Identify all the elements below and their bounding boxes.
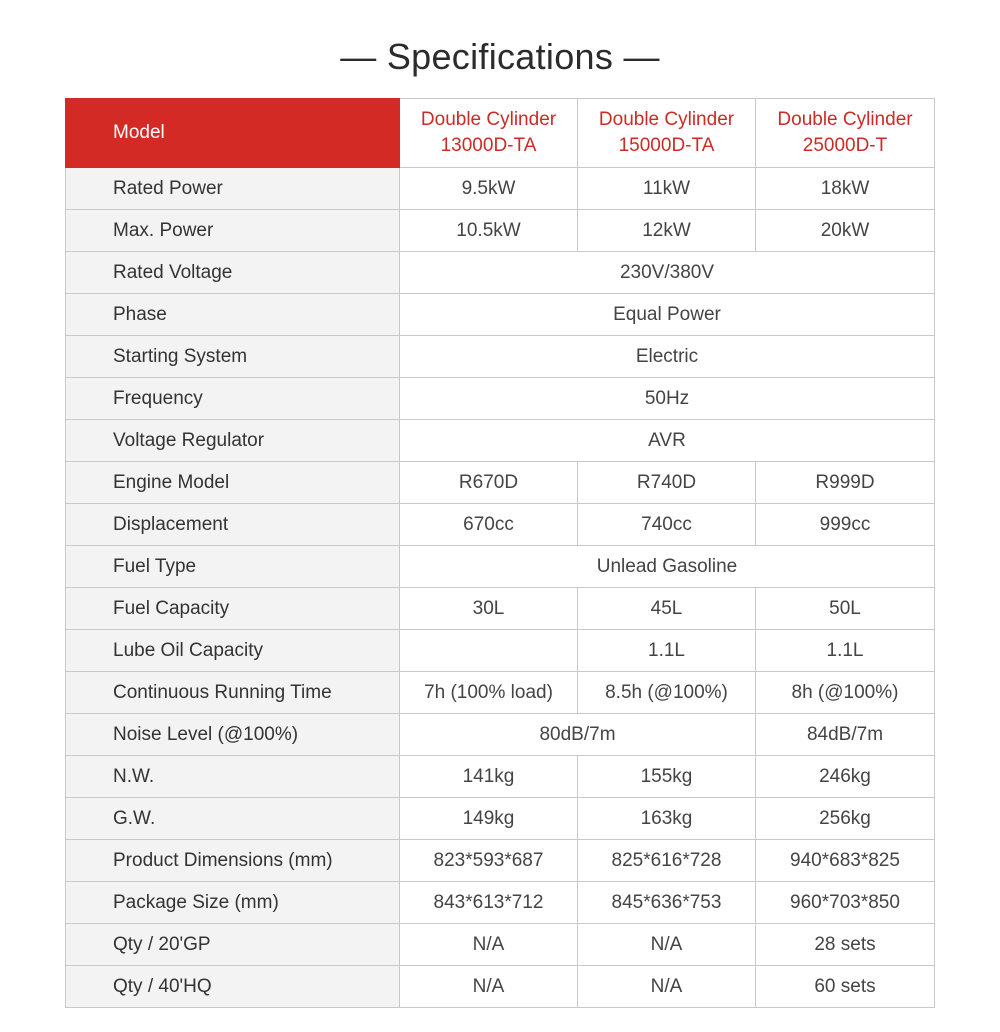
row-value: 246kg	[756, 756, 935, 798]
row-value: 149kg	[400, 798, 578, 840]
row-label: Max. Power	[66, 210, 400, 252]
table-row	[66, 756, 935, 798]
row-value: R999D	[756, 462, 935, 504]
table-row	[66, 210, 935, 252]
row-value: 80dB/7m	[400, 714, 756, 756]
table-row	[66, 966, 935, 1008]
row-value: AVR	[400, 420, 935, 462]
row-value: N/A	[578, 966, 756, 1008]
row-label: Displacement	[66, 504, 400, 546]
row-label: Fuel Type	[66, 546, 400, 588]
table-row	[66, 924, 935, 966]
row-value: N/A	[400, 966, 578, 1008]
row-label: Rated Power	[66, 168, 400, 210]
row-value: 823*593*687	[400, 840, 578, 882]
row-label: Product Dimensions (mm)	[66, 840, 400, 882]
model-3-line-1: Double Cylinder	[777, 109, 913, 130]
row-value: 960*703*850	[756, 882, 935, 924]
table-row	[66, 252, 935, 294]
row-value: 163kg	[578, 798, 756, 840]
table-row	[66, 840, 935, 882]
row-value: Electric	[400, 336, 935, 378]
row-label: Qty / 20'GP	[66, 924, 400, 966]
row-label: Fuel Capacity	[66, 588, 400, 630]
table-row	[66, 294, 935, 336]
row-label: Noise Level (@100%)	[66, 714, 400, 756]
row-label: G.W.	[66, 798, 400, 840]
row-value: 8h (@100%)	[756, 672, 935, 714]
model-header-3	[756, 99, 935, 168]
row-value: 740cc	[578, 504, 756, 546]
row-value: 141kg	[400, 756, 578, 798]
model-header-2	[578, 99, 756, 168]
model-1-line-2: 13000D-TA	[440, 135, 537, 156]
row-value: N/A	[578, 924, 756, 966]
table-row	[66, 630, 935, 672]
table-row	[66, 336, 935, 378]
row-value: R670D	[400, 462, 578, 504]
row-value: 12kW	[578, 210, 756, 252]
row-value: N/A	[400, 924, 578, 966]
model-1-line-1: Double Cylinder	[420, 109, 557, 130]
row-value: 60 sets	[756, 966, 935, 1008]
model-label: Model	[66, 99, 400, 168]
row-label: Lube Oil Capacity	[66, 630, 400, 672]
model-2-line-2: 15000D-TA	[618, 135, 715, 156]
table-row	[66, 462, 935, 504]
row-label: Engine Model	[66, 462, 400, 504]
row-value: 1.1L	[756, 630, 935, 672]
row-value: 9.5kW	[400, 168, 578, 210]
table-row	[66, 798, 935, 840]
row-value: 1.1L	[578, 630, 756, 672]
row-label: Rated Voltage	[66, 252, 400, 294]
page-title: — Specifications —	[340, 36, 660, 77]
row-label: Package Size (mm)	[66, 882, 400, 924]
row-value: 999cc	[756, 504, 935, 546]
model-3-line-2: 25000D-T	[802, 135, 888, 156]
spec-table-body	[66, 99, 935, 1008]
row-value: 845*636*753	[578, 882, 756, 924]
table-row	[66, 882, 935, 924]
row-label: Qty / 40'HQ	[66, 966, 400, 1008]
table-row	[66, 588, 935, 630]
table-row	[66, 378, 935, 420]
row-value: 28 sets	[756, 924, 935, 966]
row-value: 256kg	[756, 798, 935, 840]
row-value: 50Hz	[400, 378, 935, 420]
row-label: Starting System	[66, 336, 400, 378]
table-header-row	[66, 99, 935, 168]
table-row	[66, 420, 935, 462]
row-value: 10.5kW	[400, 210, 578, 252]
row-value: 50L	[756, 588, 935, 630]
row-value: 670cc	[400, 504, 578, 546]
model-2-line-1: Double Cylinder	[598, 109, 735, 130]
table-row	[66, 714, 935, 756]
row-value: Unlead Gasoline	[400, 546, 935, 588]
table-row	[66, 546, 935, 588]
row-value: 11kW	[578, 168, 756, 210]
table-row	[66, 168, 935, 210]
row-value: 825*616*728	[578, 840, 756, 882]
model-header-1	[400, 99, 578, 168]
row-value: 18kW	[756, 168, 935, 210]
row-label: Phase	[66, 294, 400, 336]
row-value: Equal Power	[400, 294, 935, 336]
row-value: 843*613*712	[400, 882, 578, 924]
spec-table	[65, 98, 935, 1008]
row-label: Frequency	[66, 378, 400, 420]
row-value: 230V/380V	[400, 252, 935, 294]
row-value: 45L	[578, 588, 756, 630]
table-row	[66, 504, 935, 546]
row-label: N.W.	[66, 756, 400, 798]
row-value: 7h (100% load)	[400, 672, 578, 714]
row-value	[400, 630, 578, 672]
table-row	[66, 672, 935, 714]
row-value: 8.5h (@100%)	[578, 672, 756, 714]
row-value: 940*683*825	[756, 840, 935, 882]
row-label: Continuous Running Time	[66, 672, 400, 714]
row-value: 20kW	[756, 210, 935, 252]
row-value: 30L	[400, 588, 578, 630]
row-value: R740D	[578, 462, 756, 504]
row-value: 84dB/7m	[756, 714, 935, 756]
row-label: Voltage Regulator	[66, 420, 400, 462]
row-value: 155kg	[578, 756, 756, 798]
